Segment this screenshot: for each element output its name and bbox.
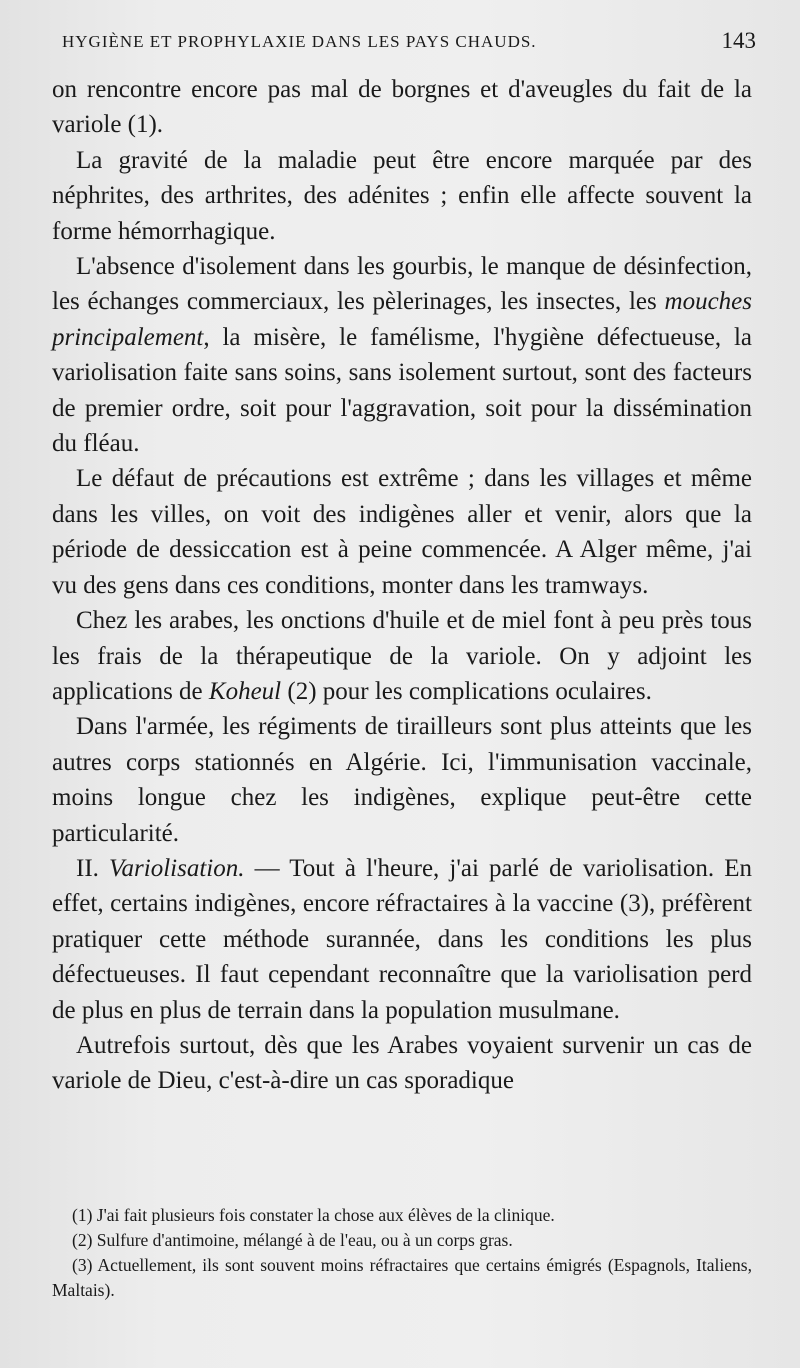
paragraph-autrefois: Autrefois surtout, dès que les Arabes voyaient survenir un cas de variole de Dieu, c'est-à-dire un cas sporadique bbox=[52, 1031, 752, 1095]
paragraph-text: — Tout à l'heure, j'ai parlé de variolisation. En effet, certains indigènes, encore réfractaires à la vaccine (3), préfèrent pratiquer cette méthode surannée, dans les conditions les plus défectueuses. Il faut cependant reconnaître que la variolisation perd de plus en plus de terrain dans la population musulmane. bbox=[52, 854, 752, 1024]
section-number: II. bbox=[76, 854, 110, 882]
italic-emphasis: Koheul bbox=[208, 677, 282, 705]
italic-emphasis: mouches principalement bbox=[52, 288, 752, 351]
running-header bbox=[62, 28, 756, 53]
paragraph-text: , la misère, le famélisme, l'hygiène défectueuse, la variolisation faite sans soins, sans isolement surtout, sont des facteurs de premier ordre, soit pour l'aggravation, soit pour la dissémination du fléau. bbox=[52, 323, 752, 458]
paragraph-variolisation bbox=[52, 851, 752, 1028]
page-number: 143 bbox=[721, 28, 756, 53]
paragraph-arabes bbox=[52, 603, 752, 709]
running-title: HYGIÈNE ET PROPHYLAXIE DANS LES PAYS CHAUDS. bbox=[62, 32, 537, 51]
footnote-2: (2) Sulfure d'antimoine, mélangé à de l'eau, ou à un corps gras. bbox=[72, 1230, 513, 1250]
paragraph-continuation: on rencontre encore pas mal de borgnes et d'aveugles du fait de la variole (1). bbox=[52, 76, 752, 139]
paragraph-text: Chez les arabes, les onctions d'huile et de miel font à peu près tous les frais de la thérapeutique de la variole. On y adjoint les applications de bbox=[52, 607, 752, 705]
paragraph-text: L'absence d'isolement dans les gourbis, le manque de désinfection, les échanges commerciaux, les pèlerinages, les insectes, les bbox=[52, 253, 752, 316]
main-text bbox=[52, 72, 752, 1099]
footnote-3: (3) Actuellement, ils sont souvent moins réfractaires que certains émigrés (Espagnols, Italiens, Maltais). bbox=[52, 1255, 752, 1300]
paragraph-text: (2) pour les complications oculaires. bbox=[281, 677, 652, 705]
footnotes bbox=[52, 1203, 752, 1303]
footnote-1: (1) J'ai fait plusieurs fois constater la chose aux élèves de la clinique. bbox=[72, 1205, 555, 1225]
paragraph-isolement bbox=[52, 249, 752, 461]
paragraph-armee: Dans l'armée, les régiments de tirailleurs sont plus atteints que les autres corps stationnés en Algérie. Ici, l'immunisation vaccinale, moins longue chez les indigènes, explique peut-être cette particularité. bbox=[52, 713, 752, 847]
section-heading: Variolisation. bbox=[109, 854, 245, 882]
paragraph-precautions: Le défaut de précautions est extrême ; dans les villages et même dans les villes, on voit des indigènes aller et venir, alors que la période de dessiccation est à peine commencée. A Alger même, j'ai vu des gens dans ces conditions, monter dans les tramways. bbox=[52, 465, 752, 599]
paragraph-gravite: La gravité de la maladie peut être encore marquée par des néphrites, des arthrites, des adénites ; enfin elle affecte souvent la forme hémorrhagique. bbox=[52, 146, 752, 245]
